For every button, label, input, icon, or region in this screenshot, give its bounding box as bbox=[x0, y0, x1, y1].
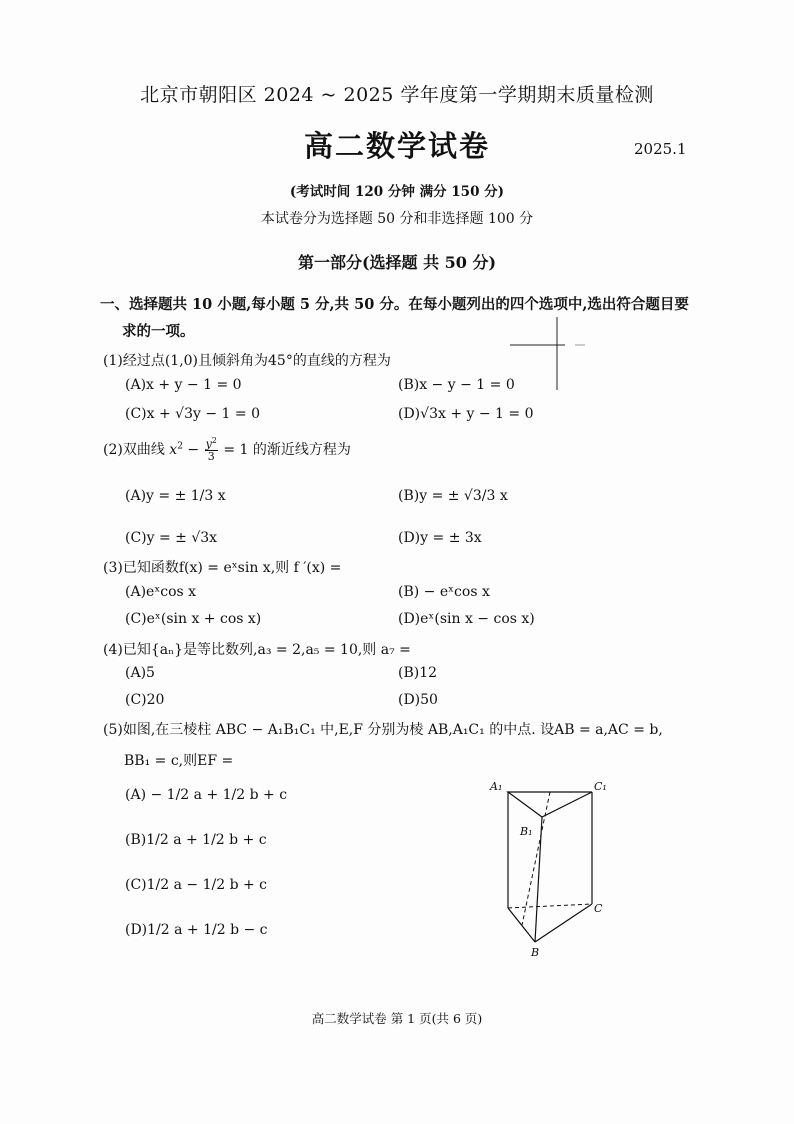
question-4-option-c: (C)20 bbox=[125, 692, 165, 708]
page-title: 高二数学试卷 bbox=[303, 129, 490, 163]
question-2-option-d: (D)y = ± 3x bbox=[398, 530, 482, 546]
question-5-stem-line2: BB₁ = c,则EF = bbox=[124, 753, 234, 769]
page-footer: 高二数学试卷 第 1 页(共 6 页) bbox=[311, 1011, 483, 1026]
exam-date: 2025.1 bbox=[634, 140, 687, 158]
question-3-option-d: (D)eˣ(sin x − cos x) bbox=[398, 611, 535, 627]
question-4-option-d: (D)50 bbox=[398, 692, 438, 708]
question-4-option-a: (A)5 bbox=[125, 665, 155, 681]
section-instructions-line1: 一、选择题共 10 小题,每小题 5 分,共 50 分。在每小题列出的四个选项中,选出符合题目要 bbox=[100, 296, 689, 313]
section-instructions-line2: 求的一项。 bbox=[122, 323, 195, 340]
hyperbola-equation: $x^2$ − $\frac{y^2}{3}$ = 1 bbox=[169, 436, 249, 464]
exam-district-header: 北京市朝阳区 2024 ~ 2025 学年度第一学期期末质量检测 bbox=[140, 84, 654, 106]
question-3-option-c: (C)eˣ(sin x + cos x) bbox=[125, 611, 262, 627]
triangular-prism-figure bbox=[480, 770, 630, 965]
question-5-option-d: (D)1/2 a + 1/2 b − c bbox=[125, 922, 268, 938]
part-one-title: 第一部分(选择题 共 50 分) bbox=[297, 253, 497, 272]
question-5-option-c: (C)1/2 a − 1/2 b + c bbox=[125, 877, 268, 893]
label-C: C bbox=[594, 902, 603, 915]
label-A1: A₁ bbox=[490, 780, 503, 793]
question-1-option-c: (C)x + √3y − 1 = 0 bbox=[125, 406, 260, 422]
label-B1: B₁ bbox=[520, 825, 533, 838]
question-2-option-c: (C)y = ± √3x bbox=[125, 530, 218, 546]
question-1-option-d: (D)√3x + y − 1 = 0 bbox=[398, 406, 534, 422]
question-3-option-b: (B) − eˣcos x bbox=[398, 584, 490, 600]
question-4-stem: (4)已知{aₙ}是等比数列,a₃ = 2,a₅ = 10,则 a₇ = bbox=[103, 642, 411, 658]
question-1-option-a: (A)x + y − 1 = 0 bbox=[125, 377, 242, 393]
question-5-stem-line1: (5)如图,在三棱柱 ABC − A₁B₁C₁ 中,E,F 分别为棱 AB,A₁C₁ 的中点. 设AB = a,AC = b, bbox=[103, 722, 663, 738]
question-5-option-b: (B)1/2 a + 1/2 b + c bbox=[125, 832, 267, 848]
question-2-stem-suffix: 的渐近线方程为 bbox=[252, 441, 351, 458]
scan-mark-icon bbox=[505, 315, 590, 395]
score-distribution: 本试卷分为选择题 50 分和非选择题 100 分 bbox=[260, 211, 534, 227]
label-C1: C₁ bbox=[594, 780, 607, 793]
question-5-option-a: (A) − 1/2 a + 1/2 b + c bbox=[125, 787, 288, 803]
question-1-stem: (1)经过点(1,0)且倾斜角为45°的直线的方程为 bbox=[103, 353, 391, 369]
question-2-stem-prefix: (2)双曲线 bbox=[103, 441, 165, 458]
question-3-stem: (3)已知函数f(x) = eˣsin x,则 f ′(x) = bbox=[103, 560, 342, 576]
question-2-option-a: (A)y = ± 1/3 x bbox=[125, 488, 226, 504]
exam-time-info: (考试时间 120 分钟 满分 150 分) bbox=[289, 184, 505, 200]
question-2-stem bbox=[103, 437, 351, 463]
question-4-option-b: (B)12 bbox=[398, 665, 438, 681]
question-3-option-a: (A)eˣcos x bbox=[125, 584, 197, 600]
question-2-option-b: (B)y = ± √3/3 x bbox=[398, 488, 508, 504]
label-B: B bbox=[531, 946, 540, 959]
question-1-option-b: (B)x − y − 1 = 0 bbox=[398, 377, 515, 393]
